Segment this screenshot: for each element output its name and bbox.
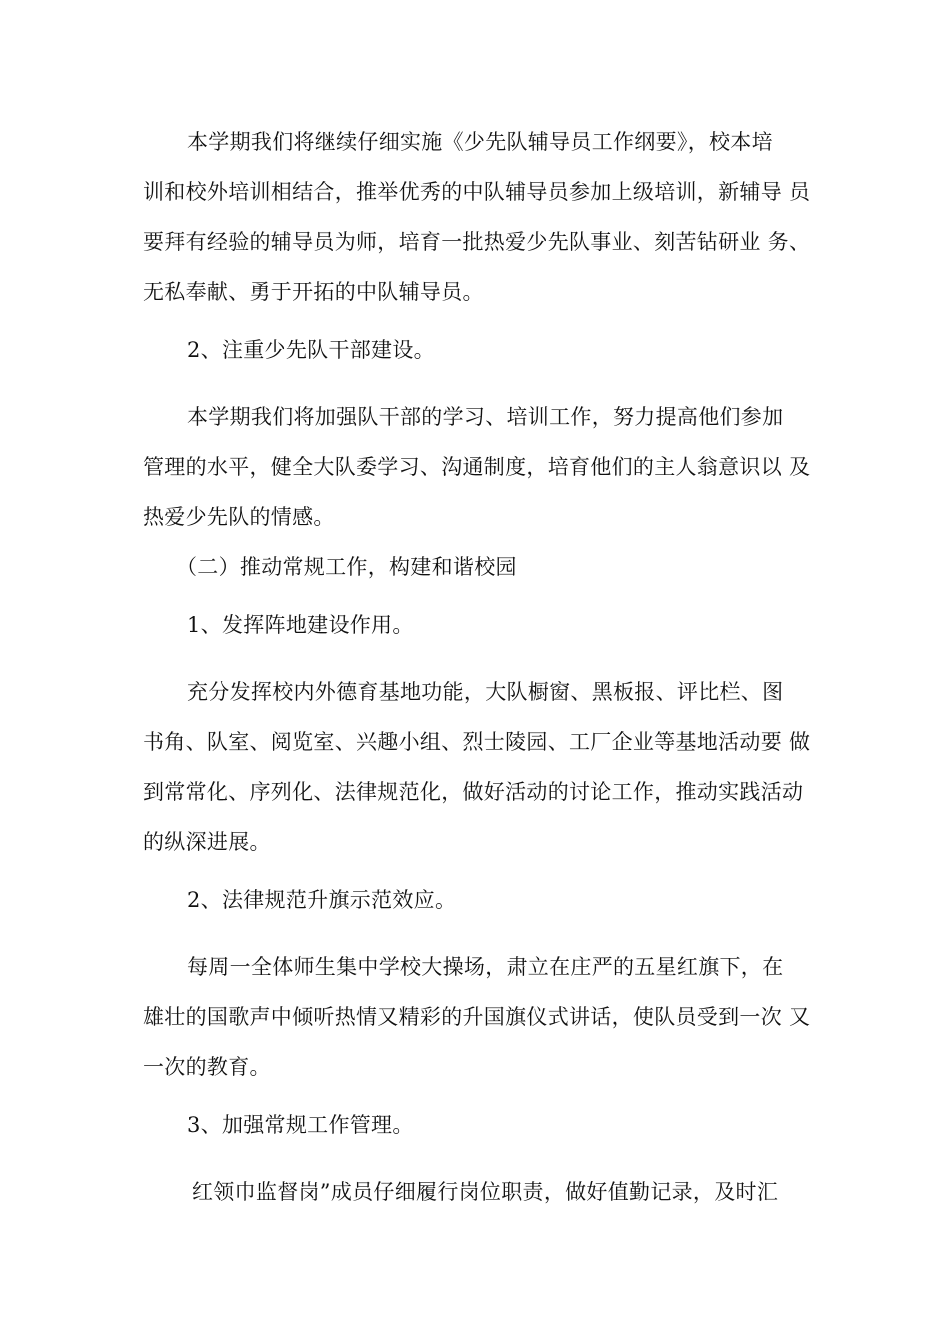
text-line: 的纵深进展。 [143,830,271,854]
text-line: 无私奉献、勇于开拓的中队辅导员。 [143,280,484,304]
text-line: 本学期我们将加强队干部的学习、培训工作，努力提高他们参加 [187,405,784,429]
text-line: 到常常化、序列化、法律规范化，做好活动的讨论工作，推动实践活动 [143,780,804,804]
section-heading: 1、发挥阵地建设作用。 [187,613,414,637]
text-line: 一次的教育。 [143,1055,271,1079]
text-line: 每周一全体师生集中学校大操场，肃立在庄严的五星红旗下，在 [187,955,784,979]
text-line: 书角、队室、阅览室、兴趣小组、烈士陵园、工厂企业等基地活动要 做 [143,730,811,754]
text-line: 红领巾监督岗”成员仔细履行岗位职责，做好值勤记录，及时汇 [192,1180,779,1204]
section-heading: 2、注重少先队干部建设。 [187,338,435,362]
section-heading: 2、法律规范升旗示范效应。 [187,888,457,912]
text-line: 训和校外培训相结合，推举优秀的中队辅导员参加上级培训，新辅导 员 [143,180,811,204]
text-line: 充分发挥校内外德育基地功能，大队橱窗、黑板报、评比栏、图 [187,680,784,704]
text-line: 管理的水平，健全大队委学习、沟通制度，培育他们的主人翁意识以 及 [143,455,811,479]
section-heading: 3、加强常规工作管理。 [187,1113,414,1137]
text-line: 本学期我们将继续仔细实施《少先队辅导员工作纲要》，校本培 [187,130,773,154]
text-line: 热爱少先队的情感。 [143,505,335,529]
section-heading: （二）推动常规工作，构建和谐校园 [176,555,517,579]
text-line: 要拜有经验的辅导员为师，培育一批热爱少先队事业、刻苦钻研业 务、 [143,230,811,254]
text-line: 雄壮的国歌声中倾听热情又精彩的升国旗仪式讲话，使队员受到一次 又 [143,1005,811,1029]
